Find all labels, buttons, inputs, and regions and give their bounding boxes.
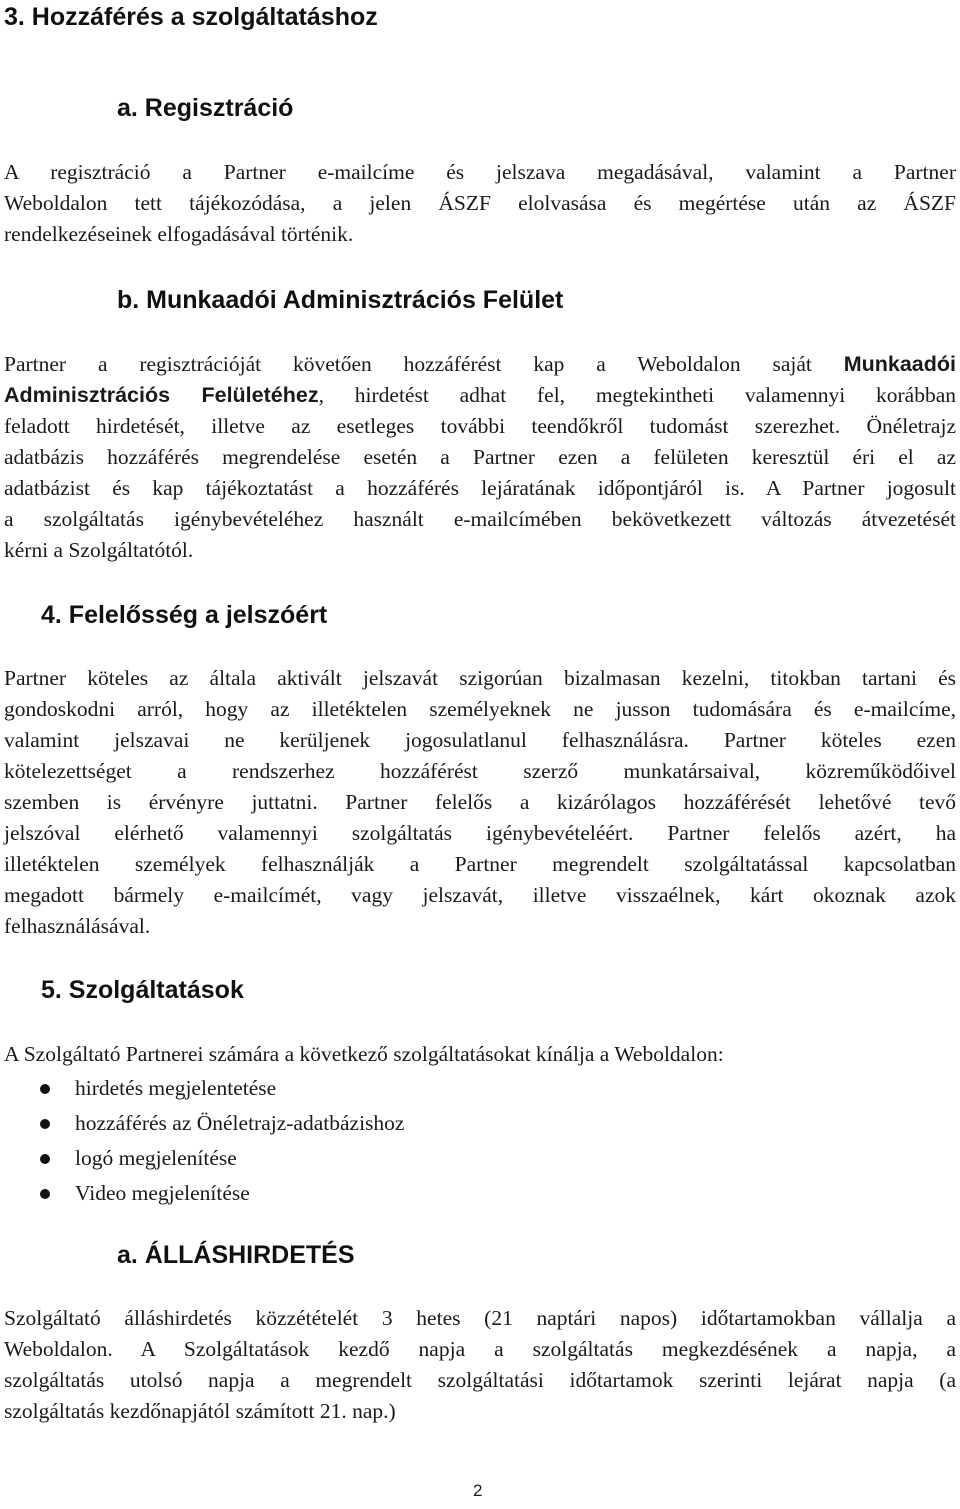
paragraph-line: kötelezettséget a rendszerhez hozzáférést szerző munkatársaival, közreműködőivel [4, 759, 956, 783]
paragraph-line: megadott bármely e-mailcímét, vagy jelszavát, illetve visszaélnek, kárt okoznak azok [4, 883, 956, 907]
paragraph-line: feladott hirdetését, illetve az esetleges további teendőkről tudomást szerezhet. Önéletrajz [4, 414, 956, 438]
list-item-text: hirdetés megjelentetése [75, 1076, 277, 1100]
paragraph-text: , hirdetést adhat fel, megtekintheti valamennyi korábban [318, 383, 956, 407]
paragraph-line: szemben is érvényre juttatni. Partner felelős a kizárólagos hozzáférését lehetővé tevő [4, 790, 956, 814]
paragraph-line: valamint jelszavai ne kerüljenek jogosulatlanul felhasználásra. Partner köteles ezen [4, 728, 956, 752]
paragraph-line: gondoskodni arról, hogy az illetéktelen személyeknek ne jusson tudomására és e-mailcíme, [4, 697, 956, 721]
paragraph-line: Weboldalon tett tájékozódása, a jelen ÁSZF elolvasása és megértése után az ÁSZF [4, 191, 956, 215]
paragraph-line: adatbázist és kap tájékoztatást a hozzáférés lejáratának időpontjáról is. A Partner jogosult [4, 476, 956, 500]
bullet-icon [40, 1154, 50, 1164]
list-item-text: Video megjelenítése [75, 1181, 250, 1205]
section-3b-heading: b. Munkaadói Adminisztrációs Felület [117, 286, 564, 314]
list-item [0, 1141, 956, 1176]
paragraph-line: adatbázis hozzáférés megrendelése esetén a Partner ezen a felületen keresztül éri el az [4, 445, 956, 469]
section-5-intro [4, 1039, 956, 1070]
bold-term: Munkaadói [843, 352, 956, 376]
paragraph-line: kérni a Szolgáltatótól. [4, 538, 194, 562]
section-4-paragraph [4, 663, 956, 942]
paragraph-line: jelszóval elérhető valamennyi szolgáltatás igénybevételéért. Partner felelős azért, ha [4, 821, 956, 845]
list-item [0, 1176, 956, 1211]
paragraph-line [4, 349, 956, 380]
paragraph-line: A regisztráció a Partner e-mailcíme és jelszava megadásával, valamint a Partner [4, 160, 956, 184]
list-item-text: logó megjelenítése [75, 1146, 237, 1170]
list-item [0, 1106, 956, 1141]
paragraph-line: szolgáltatás kezdőnapjától számított 21. nap.) [4, 1399, 396, 1423]
section-4-heading: 4. Felelősség a jelszóért [41, 601, 328, 629]
paragraph-line: A Szolgáltató Partnerei számára a következő szolgáltatásokat kínálja a Weboldalon: [4, 1042, 724, 1066]
section-3-heading: 3. Hozzáférés a szolgáltatáshoz [4, 3, 378, 31]
paragraph-line [4, 380, 956, 411]
paragraph-line: Partner köteles az általa aktivált jelszavát szigorúan bizalmasan kezelni, titokban tartani és [4, 666, 956, 690]
services-list [0, 1071, 956, 1211]
paragraph-line: szolgáltatás utolsó napja a megrendelt szolgáltatási időtartamok szerinti lejárat napja (a [4, 1368, 956, 1392]
paragraph-line: illetéktelen személyek felhasználják a Partner megrendelt szolgáltatással kapcsolatban [4, 852, 956, 876]
list-item [0, 1071, 956, 1106]
section-3a-heading: a. Regisztráció [117, 94, 294, 122]
paragraph-text: Partner a regisztrációját követően hozzáférést kap a Weboldalon saját [4, 352, 844, 376]
section-5a-paragraph [4, 1303, 956, 1427]
section-3a-paragraph [4, 157, 956, 250]
paragraph-line: Szolgáltató álláshirdetés közzétételét 3 hetes (21 naptári napos) időtartamokban vállalja a [4, 1306, 956, 1330]
section-5-heading: 5. Szolgáltatások [41, 976, 244, 1004]
bullet-icon [40, 1119, 50, 1129]
section-3b-paragraph [4, 349, 956, 566]
page-number: 2 [473, 1481, 483, 1500]
bullet-icon [40, 1084, 50, 1094]
list-item-text: hozzáférés az Önéletrajz-adatbázishoz [75, 1111, 405, 1135]
bold-term: Adminisztrációs Felületéhez [4, 383, 319, 407]
paragraph-line: Weboldalon. A Szolgáltatások kezdő napja a szolgáltatás megkezdésének a napja, a [4, 1337, 956, 1361]
paragraph-line: a szolgáltatás igénybevételéhez használt e-mailcímében bekövetkezett változás átvezetését [4, 507, 956, 531]
paragraph-line: rendelkezéseinek elfogadásával történik. [4, 222, 354, 246]
section-5a-heading: a. ÁLLÁSHIRDETÉS [117, 1241, 355, 1269]
paragraph-line: felhasználásával. [4, 914, 151, 938]
bullet-icon [40, 1189, 50, 1199]
